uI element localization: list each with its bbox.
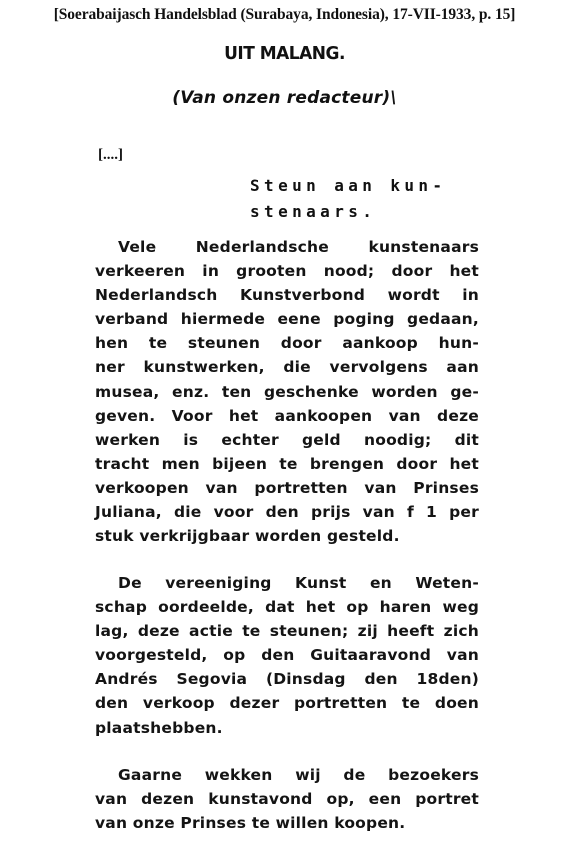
paragraph-line: van dezen kunstavond op, een portret	[95, 790, 479, 809]
paragraph-line: werken is echter geld noodig; dit	[95, 430, 479, 449]
paragraph-3	[95, 763, 479, 835]
section-heading-line-1: Steun aan kun-	[250, 176, 447, 195]
article-byline: (Van onzen redacteur)\	[172, 88, 397, 108]
source-citation: [Soerabaijasch Handelsblad (Surabaya, Indonesia), 17-VII-1933, p. 15]	[53, 6, 516, 23]
paragraph-line: musea, enz. ten geschenke worden ge-	[95, 382, 479, 401]
paragraph-line: Vele Nederlandsche kunstenaars	[118, 238, 479, 256]
paragraph-line: verkeeren in grooten nood; door het	[95, 262, 479, 281]
paragraph-line: De vereeniging Kunst en Weten-	[118, 574, 479, 592]
paragraph-line: tracht men bijeen te brengen door het	[95, 454, 479, 473]
article-headline: UIT MALANG.	[224, 43, 345, 65]
section-heading-line-2: stenaars.	[250, 202, 377, 221]
paragraph-line: schap oordeelde, dat het op haren weg	[95, 598, 479, 617]
paragraph-line: geven. Voor het aankoopen van deze	[95, 406, 479, 425]
paragraph-line: Gaarne wekken wij de bezoekers	[118, 766, 479, 784]
paragraph-line: lag, deze actie te steunen; zij heeft zich	[95, 622, 479, 641]
paragraph-line: Andrés Segovia (Dinsdag den 18den)	[95, 670, 479, 689]
omission-marker: [....]	[98, 147, 123, 163]
paragraph-2	[95, 571, 479, 740]
paragraph-line: stuk verkrijgbaar worden gesteld.	[95, 527, 400, 546]
paragraph-1	[95, 235, 479, 548]
paragraph-line: den verkoop dezer portretten te doen	[95, 694, 479, 713]
paragraph-line: verband hiermede eene poging gedaan,	[95, 310, 479, 329]
paragraph-line: hen te steunen door aankoop hun-	[95, 334, 479, 353]
paragraph-line: verkoopen van portretten van Prinses	[95, 478, 479, 497]
paragraph-line: voorgesteld, op den Guitaaravond van	[95, 646, 479, 665]
paragraph-line: ner kunstwerken, die vervolgens aan	[95, 358, 479, 377]
paragraph-line: plaatshebben.	[95, 718, 223, 737]
paragraph-line: Nederlandsch Kunstverbond wordt in	[95, 286, 479, 305]
paragraph-line: Juliana, die voor den prijs van f 1 per	[95, 503, 479, 522]
paragraph-line: van onze Prinses te willen koopen.	[95, 814, 406, 833]
